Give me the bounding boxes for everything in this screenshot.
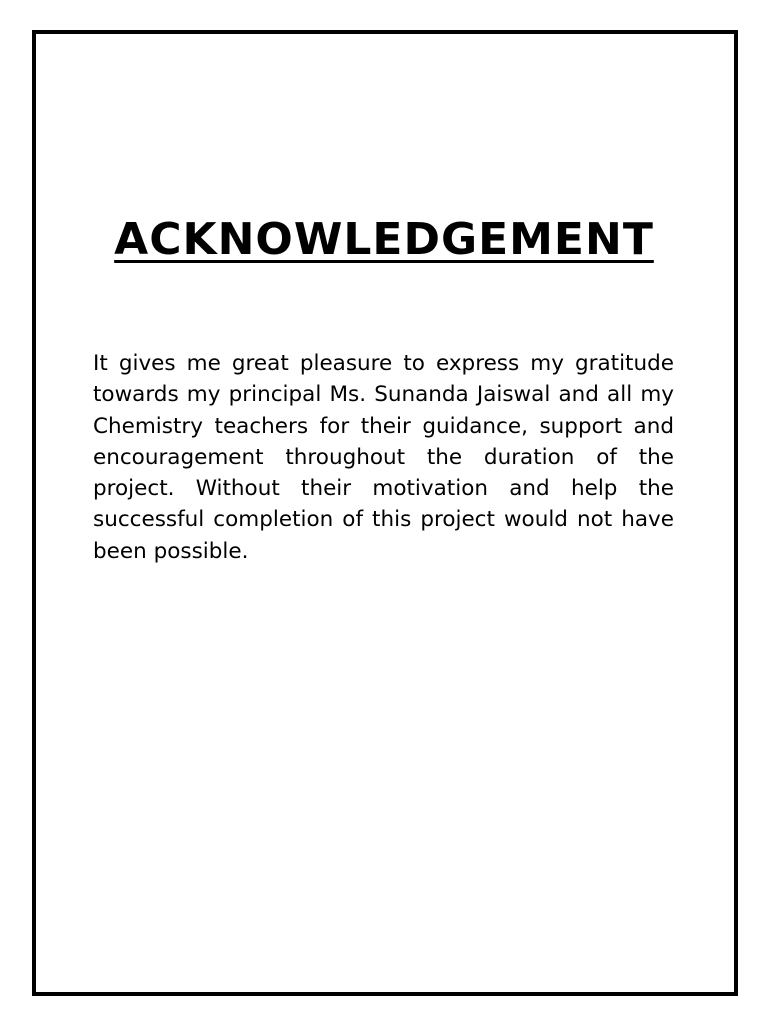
acknowledgement-paragraph: It gives me great pleasure to express my gratitude towards my principal Ms. Sunanda Jaiswal and all my Chemistry teachers for their guidance, support and encouragement throughout the duration of the project. Without their motivation and help the successful completion of this project would not have been possible. [93, 351, 674, 564]
page-title [0, 212, 768, 268]
page-title-text: ACKNOWLEDGEMENT [114, 214, 654, 265]
